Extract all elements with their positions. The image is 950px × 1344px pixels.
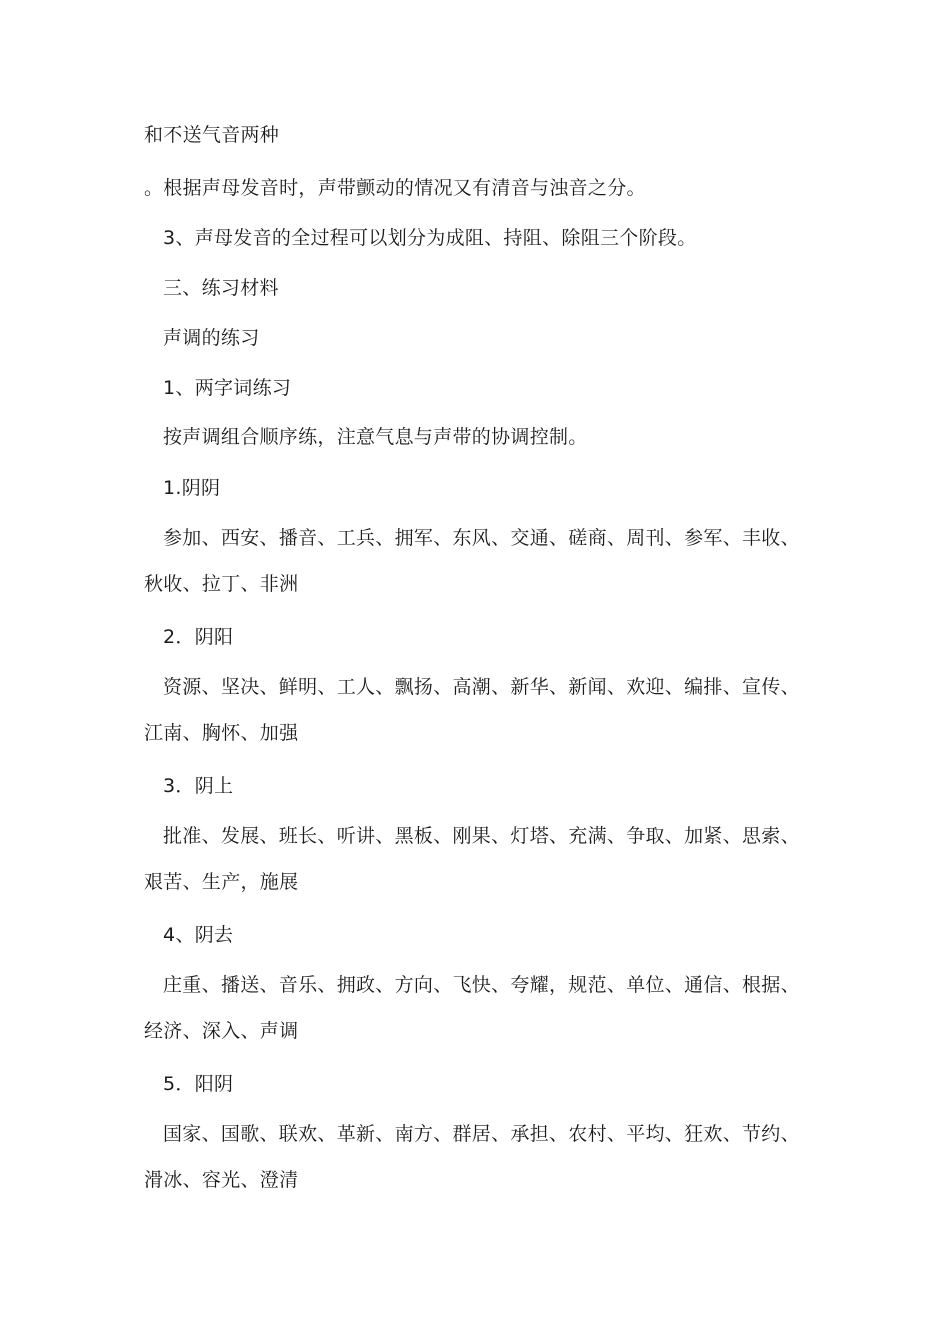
section-heading: 三、练习材料 [163,277,279,299]
word-list: 庄重、播送、音乐、拥政、方向、飞快、夸耀，规范、单位、通信、根据、经济、深入、声调 [144,974,800,1042]
subsection-heading: 1、两字词练习 [163,377,292,399]
exercise-heading: 1.阴阴 [163,477,221,499]
word-list: 参加、西安、播音、工兵、拥军、东风、交通、磋商、周刊、参军、丰收、秋收、拉丁、非洲 [144,527,800,595]
text-paragraph: 和不送气音两种 [144,124,280,146]
subsection-heading: 声调的练习 [163,327,260,349]
text-paragraph: 按声调组合顺序练，注意气息与声带的协调控制。 [163,426,588,448]
exercise-heading: 2．阴阳 [163,626,234,648]
word-list: 资源、坚决、鲜明、工人、飘扬、高潮、新华、新闻、欢迎、编排、宣传、江南、胸怀、加强 [144,676,800,744]
exercise-heading: 4、阴去 [163,924,234,946]
exercise-heading: 3．阴上 [163,775,234,797]
word-list: 批准、发展、班长、听讲、黑板、刚果、灯塔、充满、争取、加紧、思索、艰苦、生产，施展 [144,825,800,893]
word-list: 国家、国歌、联欢、革新、南方、群居、承担、农村、平均、狂欢、节约、滑冰、容光、澄清 [144,1123,800,1191]
text-paragraph: 。根据声母发音时，声带颤动的情况又有清音与浊音之分。 [144,177,646,199]
text-paragraph: 3、声母发音的全过程可以划分为成阻、持阻、除阻三个阶段。 [163,227,697,249]
exercise-heading: 5．阳阴 [163,1073,234,1095]
